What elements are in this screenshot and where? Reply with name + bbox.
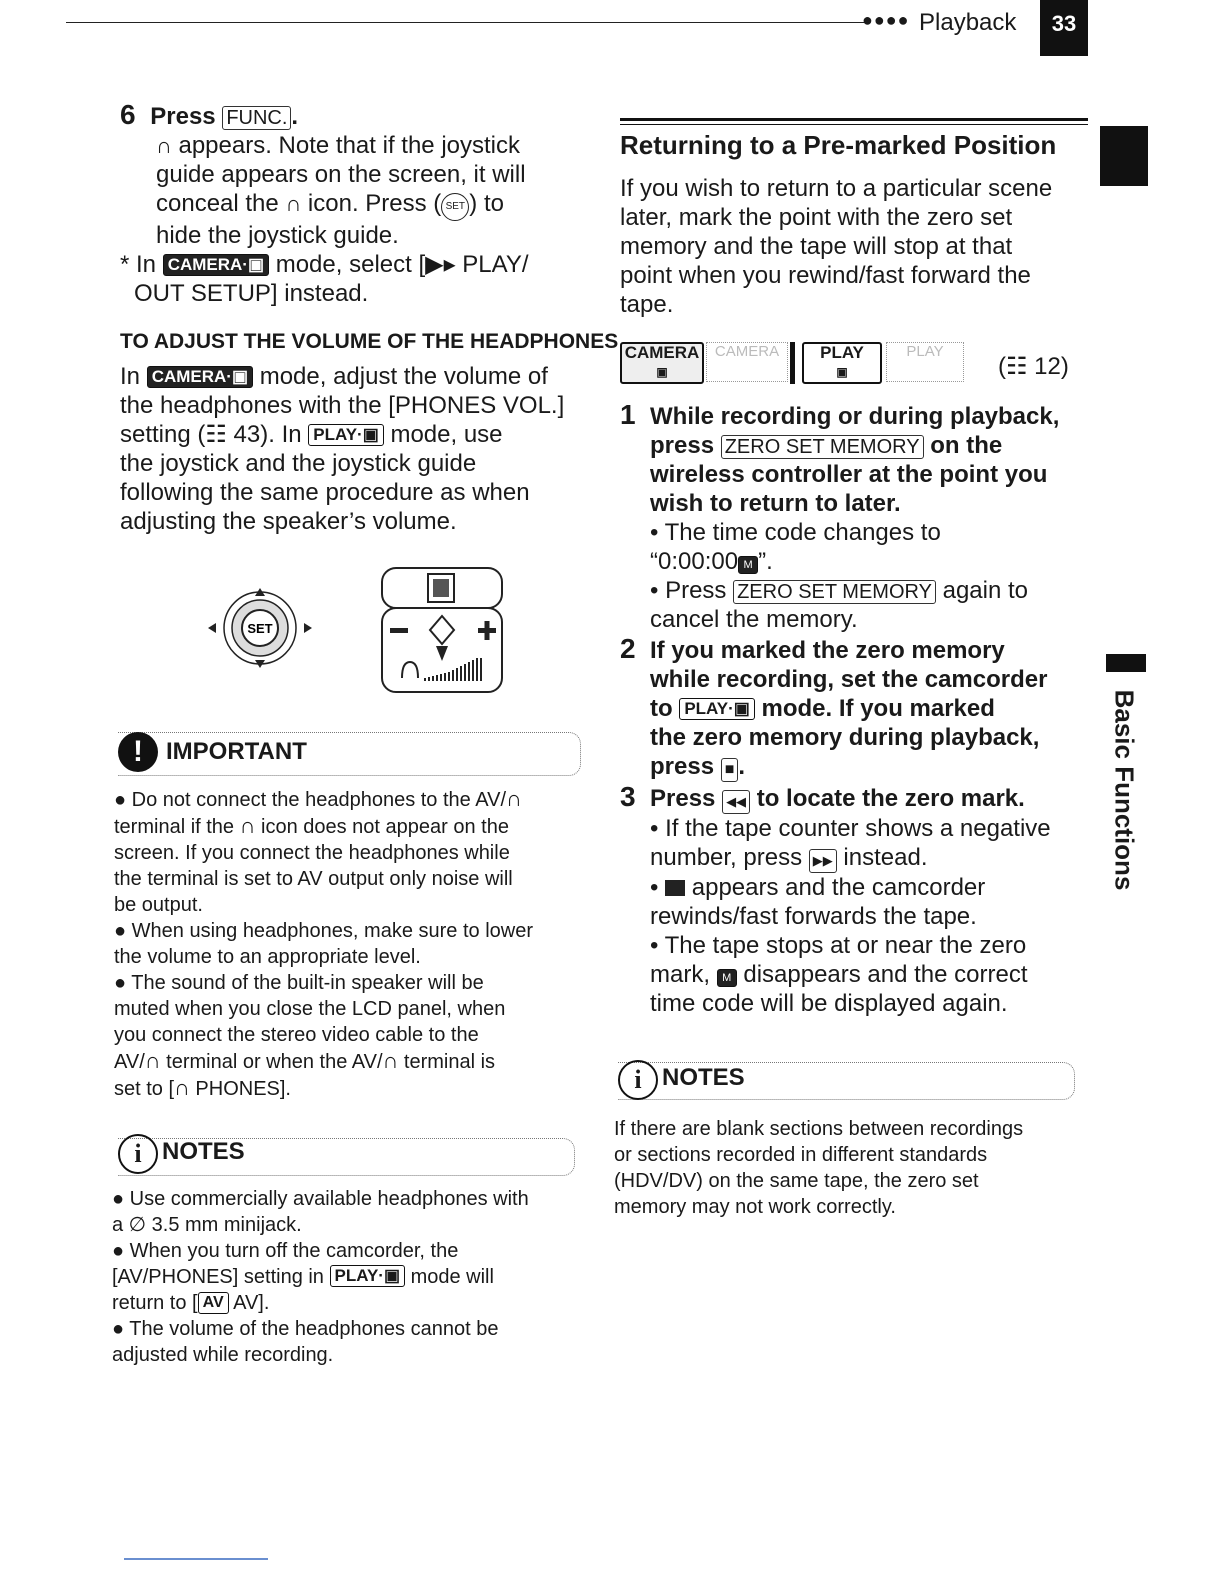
adjust-a3: the headphones with the [PHONES VOL.] [120,392,565,419]
zero-mark-icon: M [717,969,737,987]
func-key: FUNC. [222,106,291,130]
notes-list: ● Use commercially available headphones with a ∅ 3.5 mm minijack. ● When you turn off the camcorder, the [AV/PHONES] setting in PLAY·▣ mode will return to [ AV AV]. ● The volume of the headphones cannot be adjusted while recording. [112,1186,587,1368]
important-line: you connect the stereo video cable to the [114,1024,479,1046]
step-detail: • If the tape counter shows a negative [650,815,1051,842]
tape-icon: ▣ [836,365,848,379]
important-line: terminal if the [114,816,235,838]
section-rule-thick [620,118,1088,121]
section-rule-thin [620,124,1088,125]
step-detail: disappears and the correct [743,961,1028,988]
step-detail: • Press [650,577,727,604]
step-text: to locate the zero mark. [756,785,1025,812]
headphones-icon: ∩ [506,786,522,811]
important-line: AV/ [114,1051,145,1073]
adjust-a1: In [120,363,141,390]
step-detail: • The time code changes to [650,519,941,546]
adjust-a6: the joystick and the joystick guide [120,450,477,477]
play-card-mode-disabled [886,342,964,382]
step6-line5c: ▶▸ PLAY/ [425,251,529,278]
notes-text [614,1116,1074,1220]
step-detail: ”. [758,548,773,575]
adjust-a4: setting (☷ 43). In [120,421,302,448]
section-intro [620,174,1082,319]
camera-card-mode-disabled [706,342,788,382]
step-detail: “0:00:00 [650,548,739,575]
info-icon: i [618,1060,658,1100]
fast-forward-icon: ▶▶ [809,849,837,873]
step-detail: time code will be displayed again. [650,990,1008,1017]
step-detail: • The tape stops at or near the zero [650,932,1027,959]
notes-line: AV]. [233,1292,270,1314]
zero-mark-icon: M [738,556,758,574]
step-number: 2 [620,633,636,664]
notes-label: NOTES [662,1064,745,1091]
headphones-icon: ∩ [382,1048,399,1073]
zero-set-memory-key: ZERO SET MEMORY [733,580,936,604]
intro-line: memory and the tape will stop at that [620,233,1013,260]
notes-line: Use commercially available headphones with [129,1188,529,1210]
headphones-icon: ∩ [174,1075,190,1100]
step-text: while recording, set the camcorder [650,666,1048,693]
important-list [114,786,584,1102]
mode-label: CAMERA [624,343,700,362]
mode-separator [790,342,795,384]
play-tape-mode [802,342,882,384]
side-tab-marker [1106,654,1146,672]
notes-line: [AV/PHONES] setting in [112,1266,324,1288]
adjust-a2: mode, adjust the volume of [259,363,548,390]
step6-line2: guide appears on the screen, it will [156,161,526,188]
rewind-icon: ◀◀ [722,790,750,814]
notes-line: (HDV/DV) on the same tape, the zero set [614,1170,979,1192]
important-line: When using headphones, make sure to lower [131,920,533,942]
important-line: terminal or when the AV/ [166,1051,383,1073]
notes-line: The volume of the headphones cannot be [129,1318,499,1340]
important-line: PHONES]. [195,1078,291,1100]
step6-line4: hide the joystick guide. [156,222,399,249]
mode-label: CAMERA [714,343,780,360]
period: . [291,103,299,130]
joystick-guide-illustration [380,566,506,696]
side-marker-block [1100,126,1148,186]
important-bullet-2: ● When using headphones, make sure to lower [114,920,533,942]
header-dots: ●●●● [862,10,910,30]
notes-line: If there are blank sections between recordings [614,1118,1024,1140]
set-button-icon: SET [441,193,469,221]
step-6 [120,100,590,308]
important-line: be output. [114,894,203,916]
step-text: If you marked the zero memory [650,637,1005,664]
asterisk: * [120,251,130,278]
step-text: on the [930,432,1003,459]
adjust-heading: TO ADJUST THE VOLUME OF THE HEADPHONES [120,330,619,353]
step-detail: appears and the camcorder [691,874,986,901]
step6-line3b: icon. Press ( [307,190,442,217]
headphones-icon: ∩ [285,191,302,216]
notes-line: or sections recorded in different standards [614,1144,988,1166]
step-detail: rewinds/fast forwards the tape. [650,903,977,930]
adjust-body [120,362,590,536]
mode-indicator-row [620,342,1090,386]
headphones-icon: ∩ [156,133,172,158]
press-label: Press [150,103,216,130]
zero-set-memory-key: ZERO SET MEMORY [721,435,924,459]
important-line: The sound of the built-in speaker will be [131,972,484,994]
intro-line: If you wish to return to a particular scene [620,175,1053,202]
step6-line3c: ) to [469,190,504,217]
intro-line: point when you rewind/fast forward the [620,262,1031,289]
joystick-illustration [200,580,320,670]
step-text: wireless controller at the point you [650,461,1048,488]
step6-line1: appears. Note that if the joystick [178,132,520,159]
intro-line: tape. [620,291,674,318]
step-text: to [650,695,673,722]
step6-line6: OUT SETUP] instead. [134,280,369,307]
play-mode-icon: PLAY·▣ [308,424,384,446]
info-icon: i [118,1134,158,1174]
zero-mark-blink-icon [665,880,685,896]
mode-label: PLAY [820,343,864,362]
page-reference: (☷ 12) [998,353,1069,380]
notes-line: adjusted while recording. [112,1344,334,1366]
page-number: 33 [1040,0,1088,56]
important-line: screen. If you connect the headphones while [114,842,510,864]
play-mode-icon: PLAY·▣ [330,1265,406,1287]
steps-list: 1 While recording or during playback, press ZERO SET MEMORY on the wireless controller at the point you wish to return to later. • The time code changes to “0:00:00 M ”. • Press ZERO SET MEMORY again to cancel the memory. 2 If you marked the zero memory while recording, set the camcorder to PLAY·▣ mode. If you marked the zero memory during playback, press ■ . 3 Press ◀◀ to locate the zero mark. • If the tape counter shows a negative number, press ▶▶ instead. • appears and the camcorder rewinds/fast forwards the tape. • The tape stops at or near the zero mark, M disappears and the correct time code will be displayed again. [620,400,1090,1018]
step6-line3a: conceal the [156,190,279,217]
camera-mode-icon: CAMERA·▣ [147,366,253,388]
adjust-a8: adjusting the speaker’s volume. [120,508,457,535]
step-detail: mark, [650,961,710,988]
camera-mode-icon: CAMERA·▣ [163,254,269,276]
section-title: Returning to a Pre-marked Position [620,130,1057,160]
camera-tape-mode [620,342,704,384]
intro-line: later, mark the point with the zero set [620,204,1013,231]
joystick-set-label: SET [247,621,273,636]
headphones-icon: ∩ [144,1048,161,1073]
step-text: mode. If you marked [761,695,995,722]
header-rule [66,22,866,23]
important-line: the volume to an appropriate level. [114,946,421,968]
side-tab-label: Basic Functions [1109,689,1140,891]
important-line: Do not connect the headphones to the AV/ [131,789,506,811]
important-icon: ! [118,732,158,772]
step-detail: number, press [650,844,803,871]
important-bullet-1: ● Do not connect the headphones to the AV/∩ [114,786,522,811]
important-line: icon does not appear on the [261,816,509,838]
step-detail: again to [942,577,1029,604]
notes-line: When you turn off the camcorder, the [129,1240,459,1262]
step-text: While recording or during playback, [650,403,1060,430]
important-line: muted when you close the LCD panel, when [114,998,506,1020]
step-text: wish to return to later. [650,490,901,517]
mode-label: PLAY [906,343,944,360]
adjust-a7: following the same procedure as when [120,479,530,506]
step-text: press [650,432,715,459]
important-label: IMPORTANT [166,738,307,765]
step-number: 3 [620,781,636,812]
important-bullet-3: ● The sound of the built-in speaker will be [114,972,484,994]
step6-line5b: mode, select [ [275,251,426,278]
av-icon: AV [198,1292,229,1314]
step-text: . [738,753,746,780]
step-detail: instead. [843,844,928,871]
stop-icon: ■ [721,758,739,782]
important-line: the terminal is set to AV output only noise will [114,868,513,890]
tape-icon: ▣ [656,365,668,379]
step-text: Press [650,785,716,812]
step-text: press [650,753,715,780]
headphones-icon: ∩ [239,813,256,838]
important-line: set to [ [114,1078,175,1100]
step-detail: cancel the memory. [650,606,858,633]
important-line: terminal is [403,1051,496,1073]
step-number: 6 [120,99,136,130]
step-number: 1 [620,399,636,430]
step6-line5a: In [136,251,157,278]
step-text: the zero memory during playback, [650,724,1040,751]
adjust-a5: mode, use [390,421,503,448]
notes-line: memory may not work correctly. [614,1196,896,1218]
footer-line [124,1558,268,1560]
play-mode-icon: PLAY·▣ [679,698,755,720]
notes-line: a ∅ 3.5 mm minijack. [112,1214,302,1236]
notes-label: NOTES [162,1138,245,1165]
notes-line: return to [ [112,1292,198,1314]
notes-line: mode will [410,1266,494,1288]
header-title: Playback [919,9,1017,36]
